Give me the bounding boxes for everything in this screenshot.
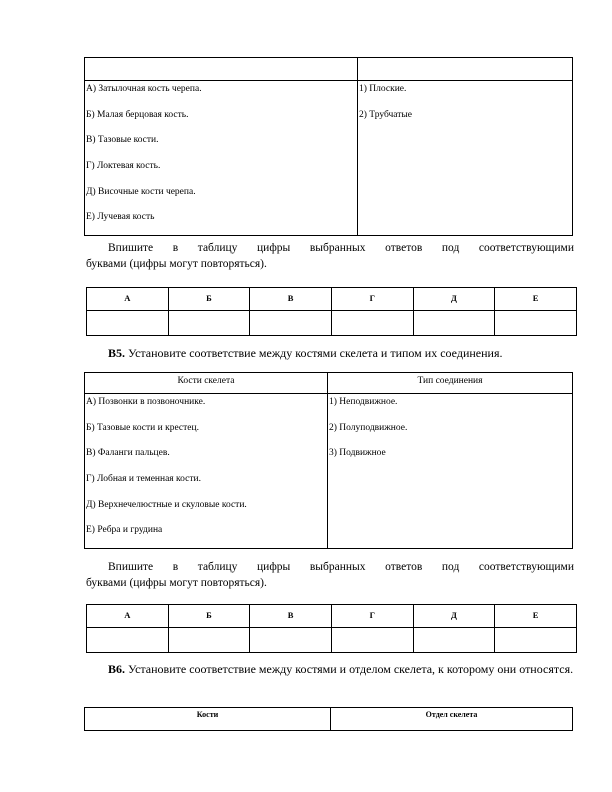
- answer-cell[interactable]: [87, 628, 169, 653]
- answer-cell[interactable]: [331, 628, 413, 653]
- list-item: Г) Лобная и теменная кости.: [86, 474, 201, 485]
- answer-cell[interactable]: [495, 628, 577, 653]
- table-header-row: [85, 373, 573, 394]
- answer-cell[interactable]: [250, 628, 332, 653]
- answer-letter: Г: [331, 288, 413, 311]
- list-item: В) Тазовые кости.: [86, 135, 159, 146]
- answer-table-1: [86, 287, 577, 336]
- task-text: Установите соответствие между костями скелета и типом их соединения.: [128, 346, 503, 360]
- answer-cell[interactable]: [168, 311, 250, 336]
- header-cell-left: [85, 58, 358, 81]
- instruction-line-2: буквами (цифры могут повторяться).: [86, 258, 267, 270]
- list-item: Б) Тазовые кости и крестец.: [86, 422, 199, 433]
- options-column: [328, 394, 573, 549]
- answer-letter: Д: [413, 288, 495, 311]
- option-item: 3) Подвижное: [329, 448, 386, 459]
- table-header-row: [85, 58, 573, 81]
- answer-cell[interactable]: [413, 311, 495, 336]
- task-label: В5.: [108, 346, 126, 360]
- header-cell-right: Отдел скелета: [331, 708, 573, 731]
- answer-letters-row: [87, 605, 577, 628]
- option-item: 1) Плоские.: [359, 84, 407, 94]
- items-column: [85, 394, 328, 549]
- table-header-row: [85, 708, 573, 731]
- list-item: Г) Локтевая кость.: [86, 161, 161, 172]
- answer-letter: Д: [413, 605, 495, 628]
- answer-letter: А: [87, 605, 169, 628]
- answer-cell[interactable]: [413, 628, 495, 653]
- list-item: Е) Ребра и грудина: [86, 525, 163, 536]
- header-cell-right: [358, 58, 573, 81]
- list-item: Б) Малая берцовая кость.: [86, 109, 189, 120]
- items-column: [85, 81, 358, 236]
- task-text: Установите соответствие между костями и отделом скелета, к которому они относятся.: [128, 662, 574, 676]
- instruction-line-1: Впишите в таблицу цифры выбранных ответов под соответствующими: [108, 242, 574, 254]
- answer-cell[interactable]: [331, 311, 413, 336]
- answer-cell[interactable]: [250, 311, 332, 336]
- list-item: В) Фаланги пальцев.: [86, 448, 170, 459]
- answer-letter: А: [87, 288, 169, 311]
- header-cell-right: Тип соединения: [328, 373, 573, 394]
- task-b6: [86, 661, 574, 678]
- instruction-text-2: [86, 559, 574, 591]
- header-cell-left: Кости: [85, 708, 331, 731]
- task-b5: [86, 345, 574, 362]
- answer-cell[interactable]: [87, 311, 169, 336]
- task-label: В6.: [108, 662, 126, 676]
- answer-letter: В: [250, 605, 332, 628]
- instruction-line-2: буквами (цифры могут повторяться).: [86, 577, 267, 589]
- answer-blank-row: [87, 311, 577, 336]
- option-item: 2) Трубчатые: [359, 109, 412, 120]
- answer-cell[interactable]: [168, 628, 250, 653]
- matching-table-1: [84, 57, 573, 236]
- answer-letter: Е: [495, 288, 577, 311]
- answer-letter: В: [250, 288, 332, 311]
- instruction-text-1: [86, 240, 574, 272]
- matching-table-2: [84, 372, 573, 549]
- list-item: Д) Верхнечелюстные и скуловые кости.: [86, 499, 247, 510]
- answer-table-2: [86, 604, 577, 653]
- answer-letters-row: [87, 288, 577, 311]
- header-cell-left: Кости скелета: [85, 373, 328, 394]
- answer-blank-row: [87, 628, 577, 653]
- answer-letter: Б: [168, 288, 250, 311]
- answer-letter: Г: [331, 605, 413, 628]
- list-item: Е) Лучевая кость: [86, 212, 155, 223]
- list-item: А) Затылочная кость черепа.: [86, 84, 202, 94]
- option-item: 1) Неподвижное.: [329, 397, 398, 407]
- answer-letter: Е: [495, 605, 577, 628]
- answer-cell[interactable]: [495, 311, 577, 336]
- instruction-line-1: Впишите в таблицу цифры выбранных ответов под соответствующими: [108, 561, 574, 573]
- options-column: [358, 81, 573, 236]
- list-item: А) Позвонки в позвоночнике.: [86, 397, 206, 407]
- matching-table-3: [84, 707, 573, 731]
- list-item: Д) Височные кости черепа.: [86, 186, 196, 197]
- answer-letter: Б: [168, 605, 250, 628]
- option-item: 2) Полуподвижное.: [329, 422, 408, 433]
